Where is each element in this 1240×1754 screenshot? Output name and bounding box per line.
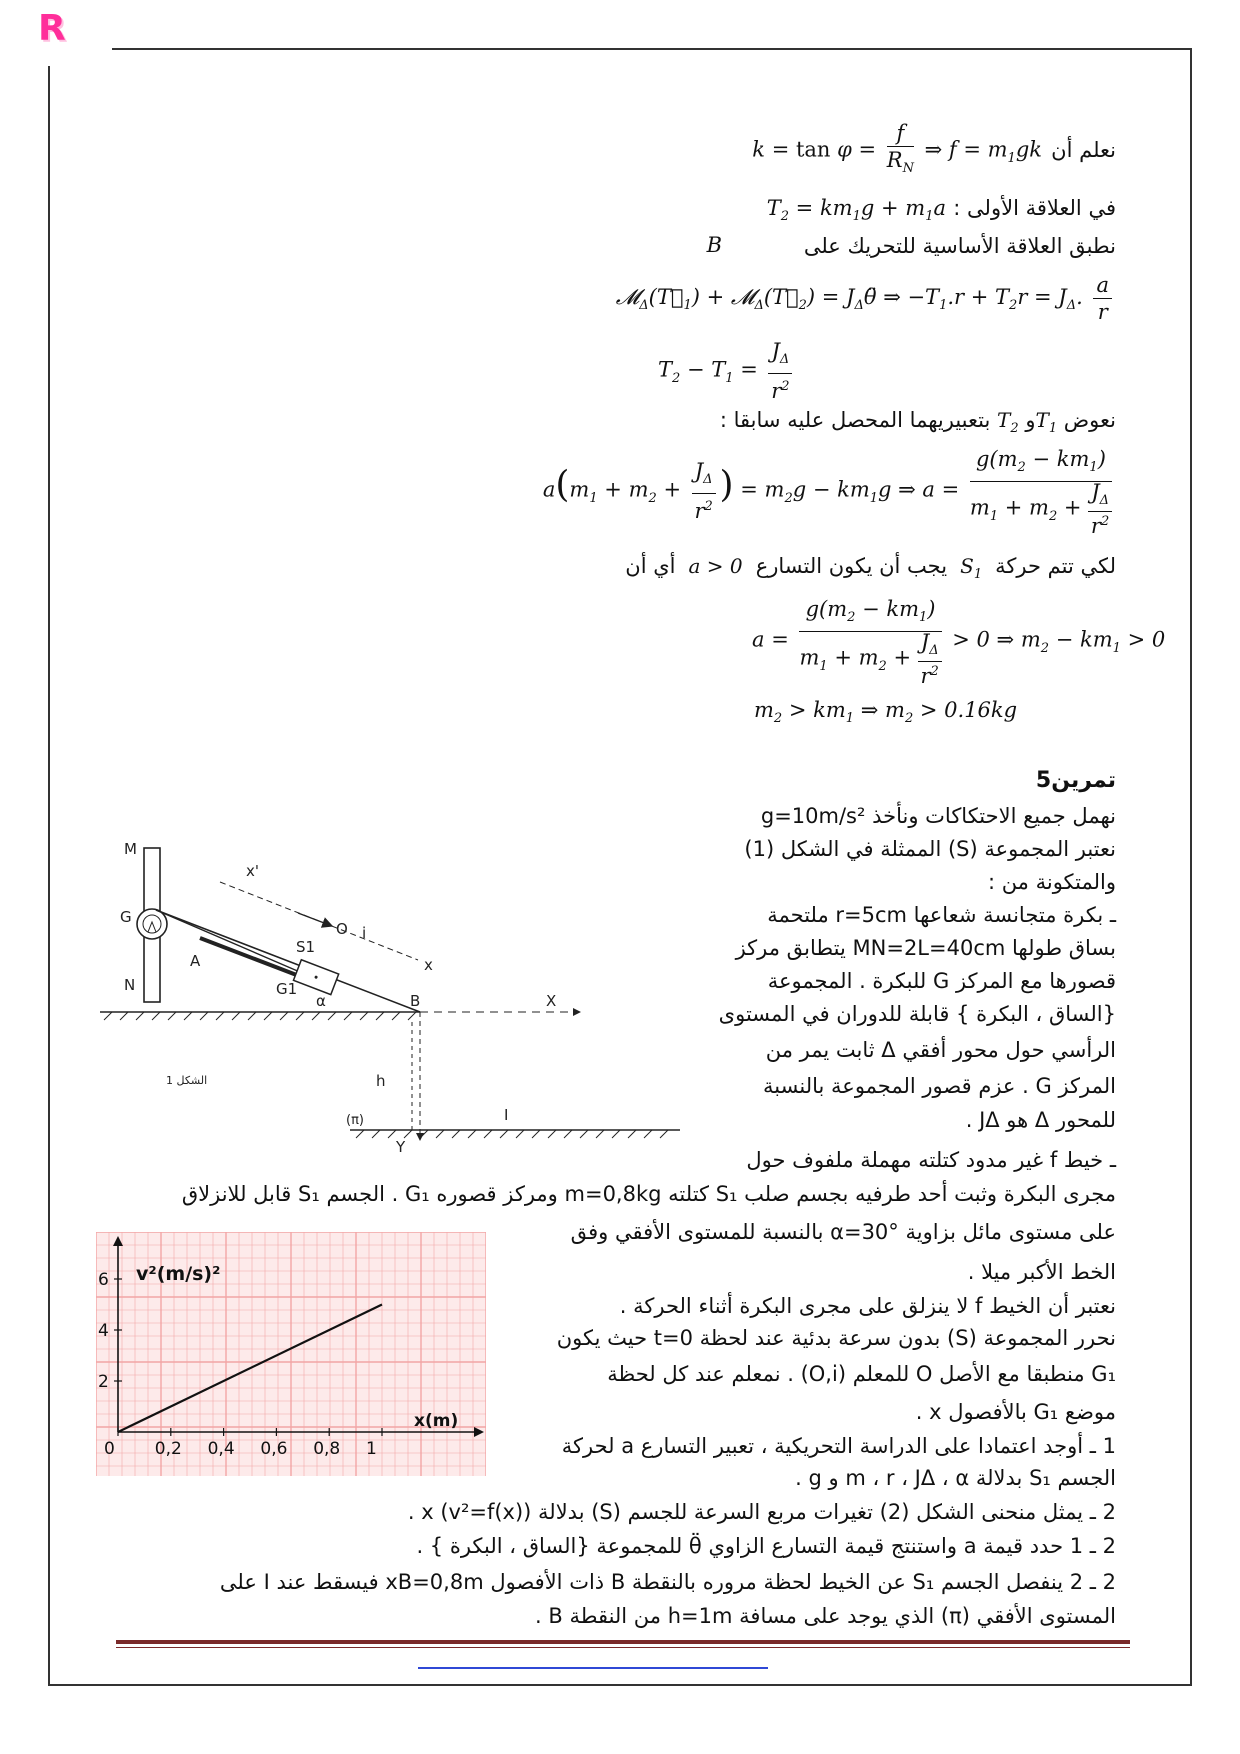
x-tick-label: 0,4 (207, 1439, 235, 1459)
label-O: O (336, 920, 348, 938)
formula-T2-minus-T1: $T_2 - T_1$ = $\frac{J_\Delta}{r^2}$ (658, 338, 796, 404)
ex-line-13: على مستوى مائل بزاوية α=30° بالنسبة للمستوى الأفقي وفق (570, 1220, 1116, 1244)
ex-line-22: 2 ـ 1 حدد قيمة a واستنتج قيمة التسارع الزاوي θ̈ للمجموعة {الساق ، البكرة } . (416, 1534, 1116, 1558)
ex-line-24: المستوى الأفقي (π) الذي يوجد على مسافة h=1m من النقطة B . (535, 1604, 1116, 1628)
label-condition: لكي تتم حركة $S_1$ يجب أن يكون التسارع a > 0 أي أن (625, 554, 1116, 582)
ex-line-16: نحرر المجموعة (S) بدون سرعة بدئية عند لحظة t=0 حيث يكون (556, 1326, 1116, 1350)
formula-moments: $𝓜_\Delta(T⃗_1)$ + $𝓜_\Delta(T⃗_2)$ = $J_\Delta\thetä$ ⇒ $-T_1.r + T_2r = J_\Delta$. $\frac{a}{r}$ (616, 272, 1116, 325)
var-B: B (706, 233, 722, 257)
label-alpha: α (316, 992, 326, 1010)
formula-T2: $T_2 = km_1g + m_1a$ (766, 196, 946, 225)
y-tick-label: 4 (98, 1321, 109, 1341)
ex-line-19: 1 ـ أوجد اعتمادا على الدراسة التحريكية ، تعبير التسارع a لحركة (561, 1434, 1116, 1458)
label-A: A (190, 952, 201, 970)
ex-line-11: ـ خيط f غير مدود كتلته مهملة ملفوف حول (746, 1148, 1116, 1172)
label-X: X (546, 992, 557, 1010)
top-rule (112, 48, 1190, 50)
ex-line-12: مجرى البكرة وثبت أحد طرفيه بجسم صلب S₁ كتلته m=0,8kg ومركز قصوره G₁ . الجسم S₁ قابل للانزلاق (181, 1182, 1116, 1206)
ex-line-15: نعتبر أن الخيط f لا ينزلق على مجرى البكرة أثناء الحركة . (619, 1294, 1116, 1318)
bottom-rule (48, 1684, 1192, 1686)
label-xprime: x' (246, 862, 260, 880)
ex-line-10: للمحور Δ هو JΔ . (965, 1108, 1116, 1132)
label-x: x (424, 956, 433, 974)
label-B: B (410, 992, 421, 1010)
formula-line-3 (556, 230, 1116, 264)
ex-line-1: نهمل جميع الاحتكاكات ونأخذ g=10m/s² (760, 804, 1116, 828)
ex-line-6: قصورها مع المركز G للبكرة . المجموعة (767, 969, 1116, 993)
figure-1-diagram (100, 840, 680, 1160)
ex-line-14: الخط الأكبر ميلا . (967, 1260, 1116, 1284)
formula-condition: a = $g(m_2 - km_1)$ $m_1 + m_2$ + $\frac{J_\Delta}{r^2}$ > 0 ⇒ $m_2 - km_1 > 0$ (752, 597, 1166, 689)
label-first-relation: في العلاقة الأولى : (953, 196, 1116, 220)
label-pi: (π) (346, 1113, 364, 1128)
formula-line-1 (556, 120, 1116, 188)
formula-friction: k = tan φ = $\frac{f}{R_N}$ ⇒ $f = m_1gk$ (752, 121, 1042, 177)
block-S1 (293, 960, 338, 995)
x-tick-label: 0,6 (260, 1439, 288, 1459)
logo: R (38, 8, 66, 49)
label-S1: S1 (296, 938, 316, 956)
ex-line-8: الرأسي حول محور أفقي Δ ثابت يمر من (765, 1038, 1116, 1062)
label-substitute: نعوض $T_1و$ $T_2$ بتعبيريهما المحصل عليه سابقا : (719, 408, 1116, 436)
exercise-title: تمرين5 (1035, 768, 1116, 793)
ex-line-5: بساق طولها MN=2L=40cm يتطابق مركز (735, 936, 1116, 960)
ex-line-23: 2 ـ 2 ينفصل الجسم S₁ عن الخيط لحظة مروره بالنقطة B ذات الأفصول xB=0,8m فيسقط عند I على (219, 1570, 1116, 1594)
ex-line-7: {الساق ، البكرة } قابلة للدوران في المستوى (718, 1002, 1116, 1026)
formula-line-6 (556, 404, 1116, 438)
x-tick-label: 0,8 (313, 1439, 341, 1459)
label-h: h (376, 1072, 386, 1090)
label-we-know: نعلم أن (1051, 138, 1116, 162)
ex-line-17: G₁ منطبقا مع الأصل O للمعلم (O,i) . نمعلم عند كل لحظة (607, 1362, 1116, 1386)
label-I: I (504, 1106, 509, 1124)
label-G: G (120, 908, 132, 926)
label-Y: Y (396, 1138, 406, 1156)
ex-line-21: 2 ـ يمثل منحنى الشكل (2) تغيرات مربع السرعة للجسم (S) بدلالة x (v²=f(x)) . (407, 1500, 1116, 1524)
formula-line-8 (516, 550, 1116, 584)
ex-line-3: والمتكونة من : (987, 870, 1116, 894)
formula-result: $m_2 > km_1$ ⇒ $m_2 > 0.16kg$ (754, 698, 1018, 727)
left-border (48, 66, 50, 1684)
formula-line-2 (556, 192, 1116, 226)
y-tick-label: 6 (98, 1270, 109, 1290)
footer-rule-thin (116, 1647, 1130, 1648)
x-tick-label: 0 (104, 1439, 115, 1459)
ex-line-18: موضع G₁ بالأفصول x . (915, 1400, 1116, 1424)
label-G1: G1 (276, 980, 298, 998)
x-tick-label: 0,2 (154, 1439, 182, 1459)
ex-line-4: ـ بكرة متجانسة شعاعها r=5cm ملتحمة (767, 903, 1116, 927)
figure-1-caption: الشكل 1 (166, 1074, 208, 1087)
ex-line-9: المركز G . عزم قصور المجموعة بالنسبة (763, 1074, 1116, 1098)
figure-2-chart (96, 1232, 486, 1476)
x-tick-label: 1 (366, 1439, 377, 1459)
chart-title: v²(m/s)² (136, 1263, 221, 1285)
ex-line-20: الجسم S₁ بدلالة m ، r ، JΔ ، α و g . (795, 1466, 1116, 1490)
footer-rule (116, 1640, 1130, 1644)
y-tick-label: 2 (98, 1372, 109, 1392)
right-border (1190, 48, 1192, 1684)
footer-link-line (418, 1667, 768, 1669)
formula-acceleration: $a(m_1 + m_2$ + $\frac{J_\Delta}{r^2}$ ) = $m_2g - km_1g$ ⇒ a = $g(m_2 - km_1)$ $m_1 + m_2$ + $\frac{J_\Delta}{r^2}$ (543, 446, 1116, 536)
label-apply-law: نطبق العلاقة الأساسية للتحريك على (803, 234, 1116, 258)
ex-line-2: نعتبر المجموعة (S) الممثلة في الشكل (1) (744, 837, 1116, 861)
label-i: i (362, 924, 367, 942)
label-N: N (124, 976, 136, 994)
label-M: M (124, 840, 137, 858)
x-axis-label: x(m) (414, 1411, 459, 1431)
